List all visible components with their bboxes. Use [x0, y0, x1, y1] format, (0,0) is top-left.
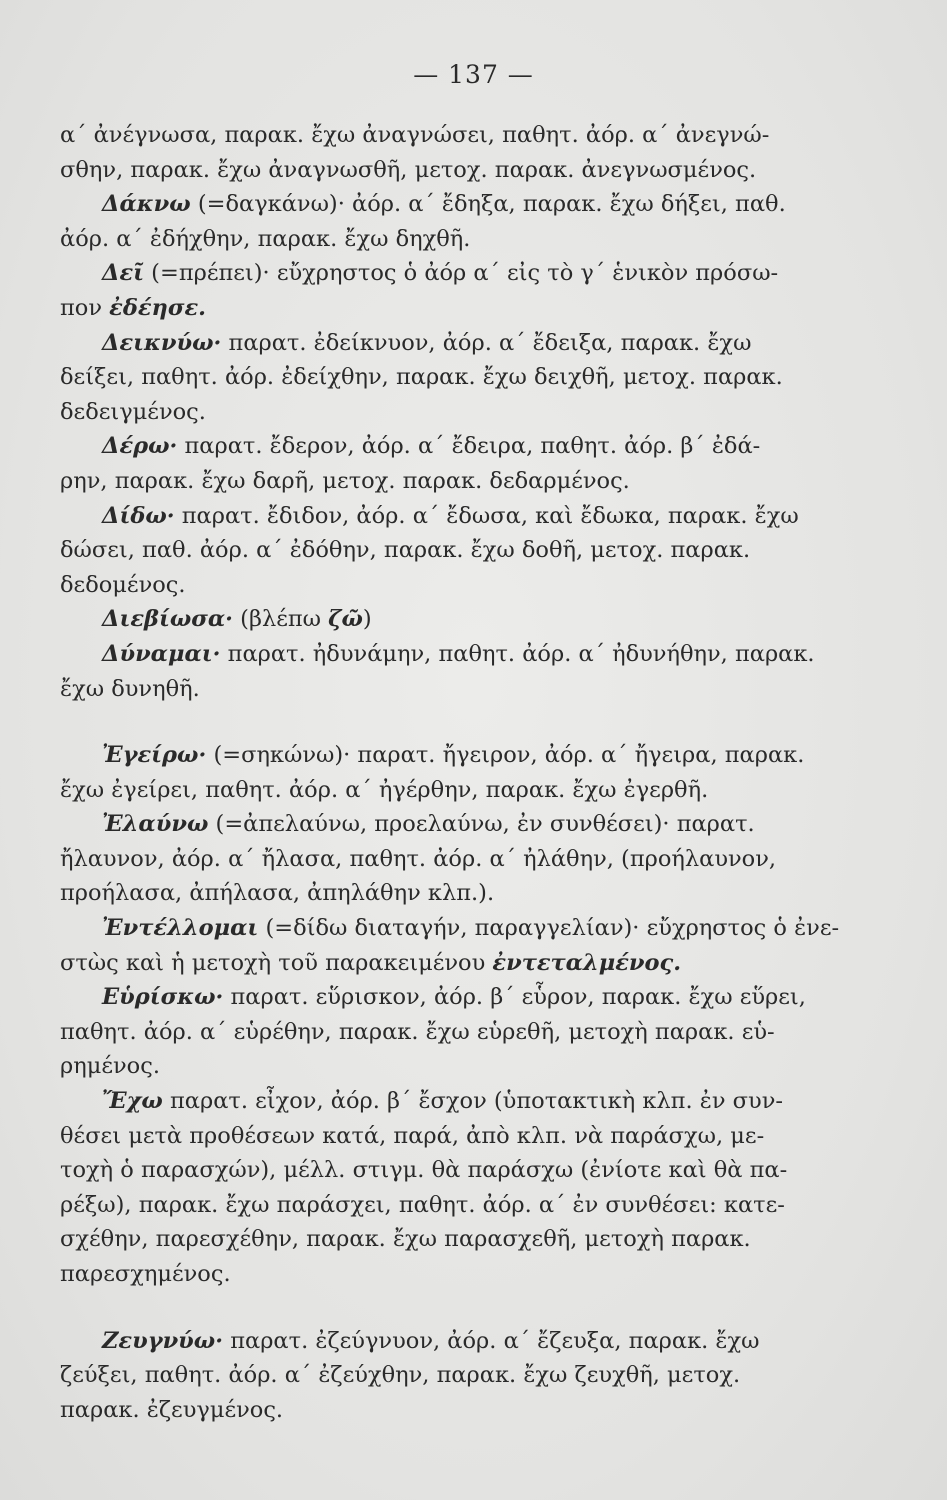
headword: Δεικνύω·: [102, 329, 222, 356]
section-gap: [60, 1292, 820, 1324]
headword: Διεβίωσα·: [102, 606, 234, 633]
text-line: [60, 773, 820, 808]
text-line: [60, 946, 820, 981]
entry-text: παρατ. ἐδείκνυον, ἀόρ. α΄ ἔδειξα, παρακ. ἔχω: [221, 329, 752, 356]
section-gap: [60, 706, 820, 738]
headword: Ἐγείρω·: [102, 742, 207, 769]
text-line: [60, 1222, 820, 1257]
entry-text: ρην, παρακ. ἔχω δαρῆ, μετοχ. παρακ. δεδαρμένος.: [60, 467, 630, 494]
entry-line: [60, 807, 820, 842]
headword: Ἐλαύνω: [102, 811, 209, 838]
headword: Ζευγνύω·: [102, 1327, 224, 1354]
entry-text: δεδειγμένος.: [60, 398, 206, 425]
text-line: [60, 222, 820, 257]
text-line: [60, 464, 820, 499]
entry-line: [60, 602, 820, 637]
headword: Δίδω·: [102, 502, 175, 529]
emphasized-form: ἐντεταλμένος.: [492, 949, 682, 976]
emphasized-form: ἐδέησε.: [109, 294, 206, 321]
entry-text: ): [362, 606, 372, 633]
headword: Δάκνω: [102, 191, 191, 218]
headword: Εὑρίσκω·: [102, 984, 224, 1011]
entry-text: (=ἀπελαύνω, προελαύνω, ἐν συνθέσει)· παρατ.: [208, 811, 755, 838]
dictionary-text: [60, 118, 840, 1427]
text-line: [60, 153, 820, 188]
entry-line: [60, 637, 820, 672]
entry-text: παρατ. εἶχον, ἀόρ. β΄ ἔσχον (ὑποτακτικὴ κλπ. ἐν συν-: [162, 1088, 783, 1115]
page-number: — 137 —: [413, 60, 534, 89]
entry-text: παρατ. ἔδιδον, ἀόρ. α΄ ἔδωσα, καὶ ἔδωκα, παρακ. ἔχω: [174, 502, 799, 529]
entry-line: [60, 980, 820, 1015]
entry-line: [60, 187, 820, 222]
entry-line: [60, 499, 820, 534]
entry-text: θέσει μετὰ προθέσεων κατά, παρά, ἀπὸ κλπ. νὰ παράσχω, με-: [60, 1122, 765, 1149]
entry-text: τοχὴ ὁ παρασχών), μέλλ. στιγμ. θὰ παράσχω (ἐνίοτε καὶ θὰ πα-: [60, 1157, 788, 1184]
entry-text: ρημένος.: [60, 1053, 160, 1080]
text-line: [60, 1119, 820, 1154]
entry-text: προήλασα, ἀπήλασα, ἀπηλάθην κλπ.).: [60, 880, 495, 907]
entry-text: παθητ. ἀόρ. α΄ εὑρέθην, παρακ. ἔχω εὑρεθῆ, μετοχὴ παρακ. εὑ-: [60, 1018, 775, 1045]
headword: Δεῖ: [102, 260, 145, 287]
text-line: [60, 533, 820, 568]
headword: Δέρω·: [102, 433, 178, 460]
entry-text: ἤλαυνον, ἀόρ. α΄ ἤλασα, παθητ. ἀόρ. α΄ ἠλάθην, (προήλαυνον,: [60, 845, 777, 872]
entry-text: ρέξω), παρακ. ἔχω παράσχει, παθητ. ἀόρ. α΄ ἐν συνθέσει: κατε-: [60, 1191, 785, 1218]
text-line: [60, 118, 820, 153]
entry-text: (=δαγκάνω)· ἀόρ. α΄ ἔδηξα, παρακ. ἔχω δήξει, παθ.: [190, 191, 786, 218]
text-line: [60, 291, 820, 326]
emphasized-form: ζῶ: [328, 606, 363, 633]
text-line: [60, 1257, 820, 1292]
entry-text: παρατ. εὕρισκον, ἀόρ. β΄ εὗρον, παρακ. ἔχω εὕρει,: [223, 984, 806, 1011]
entry-line: [60, 256, 820, 291]
entry-text: παρατ. ἔδερον, ἀόρ. α΄ ἔδειρα, παθητ. ἀόρ. β΄ ἐδά-: [177, 433, 761, 460]
entry-line: [60, 429, 820, 464]
headword: Δύναμαι·: [102, 640, 221, 667]
entry-text: ἔχω δυνηθῆ.: [60, 675, 200, 702]
headword: Ἐντέλλομαι: [102, 915, 259, 942]
text-line: [60, 1153, 820, 1188]
text-line: [60, 568, 820, 603]
entry-line: [60, 738, 820, 773]
entry-text: δείξει, παθητ. ἀόρ. ἐδείχθην, παρακ. ἔχω δειχθῆ, μετοχ. παρακ.: [60, 364, 783, 391]
text-line: [60, 1393, 820, 1428]
entry-text: ζεύξει, παθητ. ἀόρ. α΄ ἐζεύχθην, παρακ. ἔχω ζευχθῆ, μετοχ.: [60, 1362, 741, 1389]
entry-text: πον: [60, 294, 110, 321]
entry-text: δεδομένος.: [60, 571, 186, 598]
entry-line: [60, 1084, 820, 1119]
entry-text: (=δίδω διαταγήν, παραγγελίαν)· εὔχρηστος ὁ ἐνε-: [258, 915, 840, 942]
text-line: [60, 876, 820, 911]
entry-line: [60, 911, 840, 946]
entry-text: (βλέπω: [233, 606, 329, 633]
text-line: [60, 842, 820, 877]
text-line: [60, 1015, 820, 1050]
entry-text: στὼς καὶ ἡ μετοχὴ τοῦ παρακειμένου: [60, 949, 493, 976]
entry-text: α΄ ἀνέγνωσα, παρακ. ἔχω ἀναγνώσει, παθητ. ἀόρ. α΄ ἀνεγνώ-: [60, 122, 770, 148]
entry-text: (=πρέπει)· εὔχρηστος ὁ ἀόρ α΄ εἰς τὸ γ΄ ἑνικὸν πρόσω-: [144, 260, 779, 287]
entry-text: (=σηκώνω)· παρατ. ἤγειρον, ἀόρ. α΄ ἤγειρα, παρακ.: [206, 742, 805, 769]
entry-text: παρεσχημένος.: [60, 1261, 231, 1287]
entry-text: δώσει, παθ. ἀόρ. α΄ ἐδόθην, παρακ. ἔχω δοθῆ, μετοχ. παρακ.: [60, 537, 751, 564]
entry-text: παρατ. ἠδυνάμην, παθητ. ἀόρ. α΄ ἠδυνήθην, παρακ.: [220, 640, 815, 667]
headword: Ἔχω: [102, 1088, 163, 1115]
text-line: [60, 1188, 820, 1223]
entry-text: σθην, παρακ. ἔχω ἀναγνωσθῆ, μετοχ. παρακ. ἀνεγνωσμένος.: [60, 156, 757, 183]
text-line: [60, 395, 820, 430]
entry-text: παρατ. ἐζεύγνυον, ἀόρ. α΄ ἔζευξα, παρακ. ἔχω: [223, 1327, 760, 1354]
text-line: [60, 672, 820, 707]
entry-text: ἀόρ. α΄ ἐδήχθην, παρακ. ἔχω δηχθῆ.: [60, 225, 471, 252]
entry-text: παρακ. ἐζευγμένος.: [60, 1396, 284, 1423]
text-line: [60, 360, 820, 395]
entry-text: ἔχω ἐγείρει, παθητ. ἀόρ. α΄ ἠγέρθην, παρακ. ἔχω ἐγερθῆ.: [60, 776, 709, 803]
entry-text: σχέθην, παρεσχέθην, παρακ. ἔχω παρασχεθῆ, μετοχὴ παρακ.: [60, 1226, 751, 1253]
entry-line: [60, 1324, 820, 1359]
entry-line: [60, 326, 820, 361]
text-line: [60, 1358, 820, 1393]
text-line: [60, 1049, 820, 1084]
